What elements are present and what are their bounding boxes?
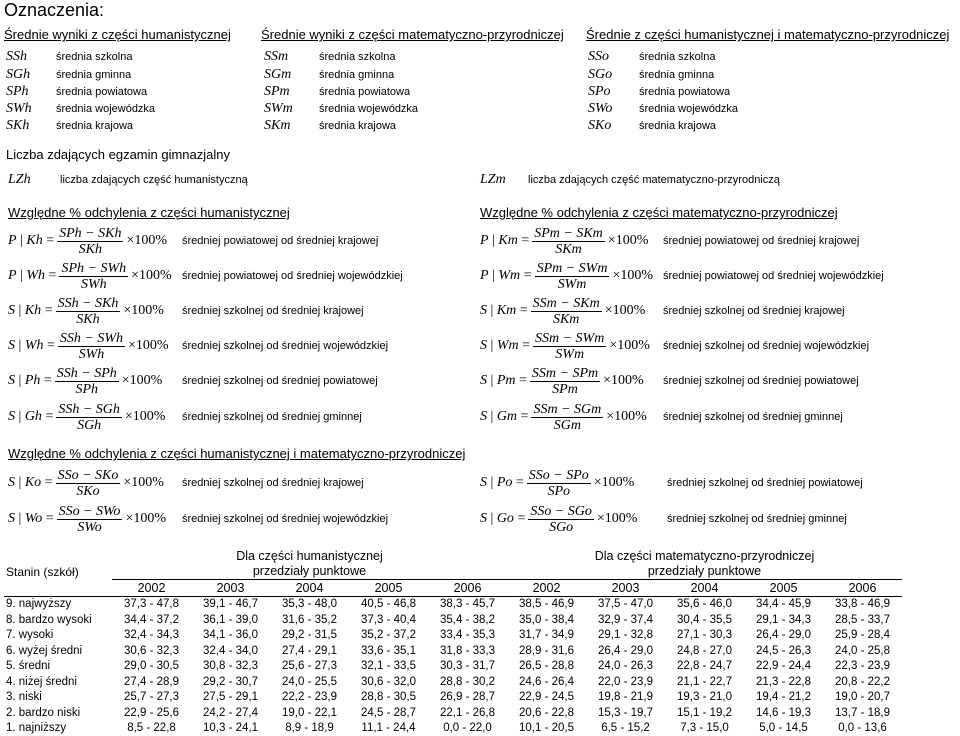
stanine-label: 6. wyżej średni: [4, 643, 112, 659]
formula-description: średniej szkolnej od średniej gminnej: [663, 411, 843, 423]
table-cell: 37,3 - 40,4: [349, 612, 428, 628]
table-cell: 13,7 - 18,9: [823, 705, 902, 721]
table-cell: 30,6 - 32,3: [112, 643, 191, 659]
symbol: SSm: [264, 49, 288, 65]
table-cell: 35,2 - 37,2: [349, 628, 428, 644]
table-cell: 30,4 - 35,5: [665, 612, 744, 628]
table-cell: 19,4 - 21,2: [744, 690, 823, 706]
table-cell: 22,0 - 23,9: [586, 674, 665, 690]
table-cell: 21,3 - 22,8: [744, 674, 823, 690]
table-cell: 6,5 - 15,2: [586, 721, 665, 736]
group-header-mat: Średnie wyniki z części matematyczno-przyrodniczej: [261, 27, 564, 42]
symbol: SKh: [6, 118, 29, 134]
page-title: Oznaczenia:: [4, 0, 104, 21]
table-cell: 28,9 - 31,6: [507, 643, 586, 659]
table-cell: 15,3 - 19,7: [586, 705, 665, 721]
formula-row: S | Wo = $\frac{\text{SSo − SWo}}{\text{SWo}}$ ×100%: [8, 502, 166, 536]
year-header: 2004: [665, 580, 744, 597]
group-header-comb: Średnie z części humanistycznej i matematyczno-przyrodniczej: [586, 27, 949, 42]
formula-description: średniej szkolnej od średniej gminnej: [667, 513, 847, 525]
year-header: 2005: [349, 580, 428, 597]
table-cell: 32,1 - 33,5: [349, 659, 428, 675]
symbol: SGm: [264, 67, 291, 83]
table-cell: 10,1 - 20,5: [507, 721, 586, 736]
symbol: SWm: [264, 101, 293, 117]
table-years-row: [4, 580, 902, 597]
table-header-row: [4, 548, 902, 564]
table-cell: 28,8 - 30,2: [428, 674, 507, 690]
table-cell: 0,0 - 22,0: [428, 721, 507, 736]
table-cell: 37,3 - 47,8: [112, 596, 191, 612]
stanine-table: [4, 548, 902, 736]
table-cell: 27,5 - 29,1: [191, 690, 270, 706]
symbol-label: średnia szkolna: [56, 51, 132, 63]
table-cell: 33,8 - 46,9: [823, 596, 902, 612]
table-cell: 24,0 - 25,5: [270, 674, 349, 690]
table-cell: 36,1 - 39,0: [191, 612, 270, 628]
formula-row: S | Ko = $\frac{\text{SSo − SKo}}{\text{SKo}}$ ×100%: [8, 466, 164, 500]
table-cell: 31,7 - 34,9: [507, 628, 586, 644]
table-cell: 30,3 - 31,7: [428, 659, 507, 675]
table-cell: 29,2 - 31,5: [270, 628, 349, 644]
hum-table-header: Dla części humanistycznej: [112, 548, 507, 564]
symbol: SSh: [6, 49, 27, 65]
table-row: [4, 612, 902, 628]
symbol: SGo: [588, 67, 612, 83]
table-cell: 22,2 - 23,9: [270, 690, 349, 706]
year-header: 2003: [586, 580, 665, 597]
table-cell: 31,6 - 35,2: [270, 612, 349, 628]
rel-header-mat: Względne % odchylenia z części matematyczno-przyrodniczej: [480, 205, 838, 220]
symbol-label: średnia powiatowa: [56, 86, 147, 98]
hum-subheader: przedziały punktowe: [112, 564, 507, 580]
formula-description: średniej szkolnej od średniej wojewódzkiej: [182, 340, 388, 352]
table-cell: 40,5 - 46,8: [349, 596, 428, 612]
table-cell: 24,0 - 25,8: [823, 643, 902, 659]
table-row: [4, 705, 902, 721]
symbol-label: średnia gminna: [319, 69, 394, 81]
symbol-label: średnia krajowa: [56, 120, 133, 132]
formula-description: średniej powiatowej od średniej wojewódzkiej: [182, 270, 403, 282]
table-cell: 22,9 - 25,6: [112, 705, 191, 721]
table-cell: 19,0 - 22,1: [270, 705, 349, 721]
formula-description: średniej szkolnej od średniej powiatowej: [182, 375, 378, 387]
formula-row: S | Go = $\frac{\text{SSo − SGo}}{\text{SGo}}$ ×100%: [480, 502, 637, 536]
table-cell: 38,5 - 46,9: [507, 596, 586, 612]
table-cell: 24,5 - 26,3: [744, 643, 823, 659]
symbol: LZh: [8, 172, 31, 188]
year-header: 2002: [507, 580, 586, 597]
table-cell: 33,4 - 35,3: [428, 628, 507, 644]
table-cell: 26,4 - 29,0: [744, 628, 823, 644]
table-cell: 22,1 - 26,8: [428, 705, 507, 721]
table-cell: 25,7 - 27,3: [112, 690, 191, 706]
formula-description: średniej szkolnej od średniej krajowej: [663, 305, 845, 317]
symbol: LZm: [480, 172, 506, 188]
table-row: [4, 628, 902, 644]
table-cell: 34,4 - 37,2: [112, 612, 191, 628]
table-cell: 24,5 - 28,7: [349, 705, 428, 721]
table-cell: 34,4 - 45,9: [744, 596, 823, 612]
stanine-label: 8. bardzo wysoki: [4, 612, 112, 628]
formula-row: S | Wm = $\frac{\text{SSm − SWm}}{\text{SWm}}$ ×100%: [480, 329, 650, 363]
table-cell: 27,4 - 28,9: [112, 674, 191, 690]
table-cell: 14,6 - 19,3: [744, 705, 823, 721]
table-cell: 10,3 - 24,1: [191, 721, 270, 736]
formula-row: S | Km = $\frac{\text{SSm − SKm}}{\text{SKm}}$ ×100%: [480, 294, 645, 328]
table-cell: 0,0 - 13,6: [823, 721, 902, 736]
year-header: 2002: [112, 580, 191, 597]
table-cell: 35,3 - 48,0: [270, 596, 349, 612]
table-cell: 33,6 - 35,1: [349, 643, 428, 659]
table-cell: 34,1 - 36,0: [191, 628, 270, 644]
year-header: 2005: [744, 580, 823, 597]
formula-row: P | Km = $\frac{\text{SPm − SKm}}{\text{SKm}}$ ×100%: [480, 224, 648, 258]
stanine-label: 5. średni: [4, 659, 112, 675]
table-cell: 27,1 - 30,3: [665, 628, 744, 644]
formula-description: średniej szkolnej od średniej powiatowej: [667, 477, 863, 489]
symbol-label: średnia krajowa: [319, 120, 396, 132]
stanine-label: 2. bardzo niski: [4, 705, 112, 721]
formula-description: średniej szkolnej od średniej gminnej: [182, 411, 362, 423]
table-cell: 7,3 - 15,0: [665, 721, 744, 736]
symbol-label: średnia szkolna: [319, 51, 395, 63]
formula-description: średniej powiatowej od średniej krajowej: [663, 235, 859, 247]
table-row: [4, 674, 902, 690]
table-cell: 28,8 - 30,5: [349, 690, 428, 706]
table-cell: 20,8 - 22,2: [823, 674, 902, 690]
stanine-label: 7. wysoki: [4, 628, 112, 644]
table-cell: 39,1 - 46,7: [191, 596, 270, 612]
table-row: [4, 643, 902, 659]
table-cell: 22,3 - 23,9: [823, 659, 902, 675]
table-row: [4, 596, 902, 612]
mat-table-header: Dla części matematyczno-przyrodniczej: [507, 548, 902, 564]
symbol: SGh: [6, 67, 30, 83]
year-header: 2003: [191, 580, 270, 597]
table-cell: 21,1 - 22,7: [665, 674, 744, 690]
stanine-label: 1. najniższy: [4, 721, 112, 736]
symbol-label: średnia szkolna: [639, 51, 715, 63]
table-cell: 32,4 - 34,0: [191, 643, 270, 659]
table-cell: 22,8 - 24,7: [665, 659, 744, 675]
table-cell: 29,1 - 34,3: [744, 612, 823, 628]
table-cell: 22,9 - 24,4: [744, 659, 823, 675]
mat-subheader: przedziały punktowe: [507, 564, 902, 580]
formula-row: S | Ph = $\frac{\text{SSh − SPh}}{\text{SPh}}$ ×100%: [8, 364, 162, 398]
group-header-hum: Średnie wyniki z części humanistycznej: [4, 27, 231, 42]
table-cell: 22,9 - 24,5: [507, 690, 586, 706]
stanine-body: [4, 596, 902, 736]
table-cell: 27,4 - 29,1: [270, 643, 349, 659]
table-cell: 8,5 - 22,8: [112, 721, 191, 736]
formula-row: P | Kh = $\frac{\text{SPh − SKh}}{\text{SKh}}$ ×100%: [8, 224, 167, 258]
rel-header-comb: Względne % odchylenia z części humanistycznej i matematyczno-przyrodniczej: [8, 446, 465, 461]
formula-description: średniej powiatowej od średniej krajowej: [182, 235, 378, 247]
symbol-label: średnia gminna: [639, 69, 714, 81]
table-cell: 11,1 - 24,4: [349, 721, 428, 736]
year-header: 2004: [270, 580, 349, 597]
formula-description: średniej szkolnej od średniej krajowej: [182, 305, 364, 317]
table-cell: 20,6 - 22,8: [507, 705, 586, 721]
symbol: SKm: [264, 118, 290, 134]
symbol-label: średnia powiatowa: [639, 86, 730, 98]
year-header: 2006: [823, 580, 902, 597]
table-cell: 28,5 - 33,7: [823, 612, 902, 628]
table-cell: 29,0 - 30,5: [112, 659, 191, 675]
symbol-label: średnia gminna: [56, 69, 131, 81]
table-cell: 25,9 - 28,4: [823, 628, 902, 644]
table-cell: 15,1 - 19,2: [665, 705, 744, 721]
table-cell: 24,8 - 27,0: [665, 643, 744, 659]
table-row: [4, 659, 902, 675]
table-cell: 19,0 - 20,7: [823, 690, 902, 706]
formula-description: średniej szkolnej od średniej wojewódzkiej: [182, 513, 388, 525]
formula-row: P | Wm = $\frac{\text{SPm − SWm}}{\text{SWm}}$ ×100%: [480, 259, 653, 293]
table-row: [4, 721, 902, 736]
table-subheader-row: [4, 564, 902, 580]
stanine-label: 3. niski: [4, 690, 112, 706]
table-cell: 35,6 - 46,0: [665, 596, 744, 612]
table-cell: 26,9 - 28,7: [428, 690, 507, 706]
table-cell: 24,6 - 26,4: [507, 674, 586, 690]
symbol-label: średnia krajowa: [639, 120, 716, 132]
symbol: SPm: [264, 84, 290, 100]
stanine-label: 4. niżej średni: [4, 674, 112, 690]
symbol-label: liczba zdających część humanistyczną: [60, 174, 248, 186]
symbol-label: średnia wojewódzka: [319, 103, 418, 115]
table-cell: 8,9 - 18,9: [270, 721, 349, 736]
formula-description: średniej szkolnej od średniej wojewódzkiej: [663, 340, 869, 352]
table-cell: 29,2 - 30,7: [191, 674, 270, 690]
symbol: SPo: [588, 84, 611, 100]
table-cell: 26,5 - 28,8: [507, 659, 586, 675]
formula-row: S | Pm = $\frac{\text{SSm − SPm}}{\text{SPm}}$ ×100%: [480, 364, 644, 398]
table-cell: 5,0 - 14,5: [744, 721, 823, 736]
table-cell: 24,0 - 26,3: [586, 659, 665, 675]
symbol: SWo: [588, 101, 612, 117]
formula-row: S | Wh = $\frac{\text{SSh − SWh}}{\text{SWh}}$ ×100%: [8, 329, 169, 363]
table-cell: 31,8 - 33,3: [428, 643, 507, 659]
table-row: [4, 690, 902, 706]
table-cell: 38,3 - 45,7: [428, 596, 507, 612]
table-cell: 35,4 - 38,2: [428, 612, 507, 628]
table-cell: 35,0 - 38,4: [507, 612, 586, 628]
symbol: SKo: [588, 118, 611, 134]
formula-row: S | Kh = $\frac{\text{SSh − SKh}}{\text{SKh}}$ ×100%: [8, 294, 164, 328]
table-cell: 24,2 - 27,4: [191, 705, 270, 721]
table-cell: 19,8 - 21,9: [586, 690, 665, 706]
table-cell: 25,6 - 27,3: [270, 659, 349, 675]
symbol-label: średnia powiatowa: [319, 86, 410, 98]
table-cell: 19,3 - 21,0: [665, 690, 744, 706]
formula-row: P | Wh = $\frac{\text{SPh − SWh}}{\text{SWh}}$ ×100%: [8, 259, 172, 293]
rel-header-hum: Względne % odchylenia z części humanistycznej: [8, 205, 290, 220]
table-cell: 32,9 - 37,4: [586, 612, 665, 628]
symbol: SPh: [6, 84, 29, 100]
stanine-column-label: Stanin (szkół): [4, 548, 112, 596]
formula-description: średniej szkolnej od średniej powiatowej: [663, 375, 859, 387]
symbol-label: średnia wojewódzka: [639, 103, 738, 115]
formula-row: S | Gm = $\frac{\text{SSm − SGm}}{\text{SGm}}$ ×100%: [480, 400, 647, 434]
symbol-label: średnia wojewódzka: [56, 103, 155, 115]
count-header: Liczba zdających egzamin gimnazjalny: [6, 147, 230, 162]
symbol: SSo: [588, 49, 609, 65]
formula-description: średniej powiatowej od średniej wojewódzkiej: [663, 270, 884, 282]
table-cell: 30,8 - 32,3: [191, 659, 270, 675]
symbol-label: liczba zdających część matematyczno-przyrodniczą: [528, 174, 780, 186]
table-cell: 37,5 - 47,0: [586, 596, 665, 612]
formula-row: S | Po = $\frac{\text{SSo − SPo}}{\text{SPo}}$ ×100%: [480, 466, 634, 500]
stanine-label: 9. najwyższy: [4, 596, 112, 612]
year-header: 2006: [428, 580, 507, 597]
table-cell: 29,1 - 32,8: [586, 628, 665, 644]
formula-description: średniej szkolnej od średniej krajowej: [182, 477, 364, 489]
symbol: SWh: [6, 101, 32, 117]
formula-row: S | Gh = $\frac{\text{SSh − SGh}}{\text{SGh}}$ ×100%: [8, 400, 165, 434]
table-cell: 26,4 - 29,0: [586, 643, 665, 659]
table-cell: 30,6 - 32,0: [349, 674, 428, 690]
table-cell: 32,4 - 34,3: [112, 628, 191, 644]
